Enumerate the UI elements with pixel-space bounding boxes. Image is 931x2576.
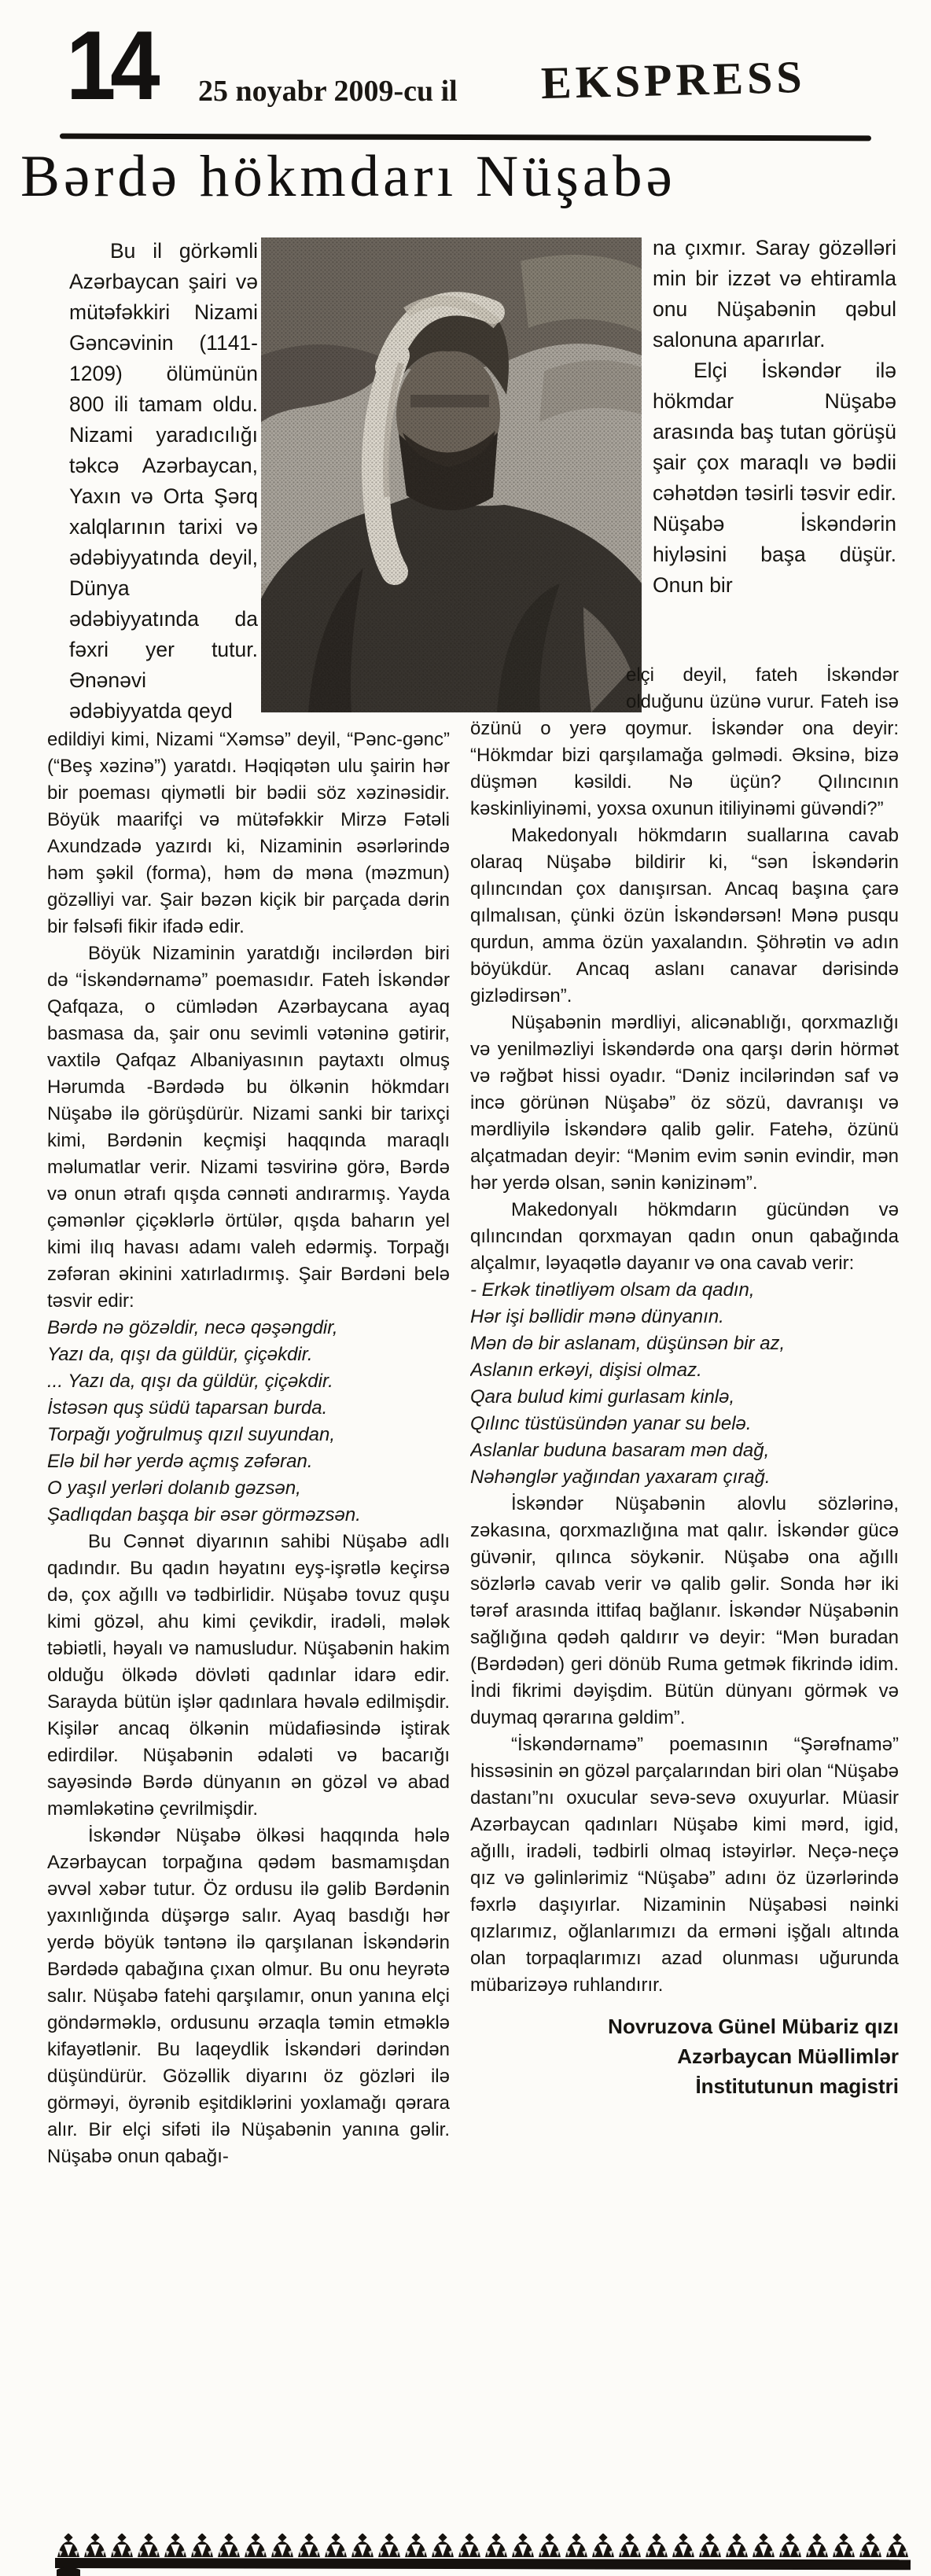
article-paragraph: Makedonyalı hökmdarın suallarına cavab olaraq Nüşabə bildirir ki, “sən İskəndərin qılıncından çox danışırsan. Ancaq başına çarə qılmalısan, çünki özün İskəndərsən! Mənə pusqu qurdun, amma özün yaxalandın. Şöhrətin və adın böyükdür. Ancaq aslanı canavar dərisində gizlədirsən”. <box>470 825 899 1006</box>
poem-line: Elə bil hər yerdə açmış zəfəran. <box>47 1451 313 1472</box>
article-paragraph: edildiyi kimi, Nizami “Xəmsə” deyil, “Pənc-gənc” (“Beş xəzinə”) yaratdı. Həqiqətən ulu şairin hər bir poeması qiymətli bir bədii söz xəzinəsidir. Böyük maarifçi və mütəfəkkir Mirzə Fətəli Axundzadə yazırdı ki, Nizaminin əsərlərində həm şəkil (forma), həm də məna (məzmun) gözəlliyi var. Şair bəzən kiçik bir parçada dərin bir fəlsəfi fikir ifadə edir. <box>47 729 450 937</box>
poem-line: Şadlıqdan başqa bir əsər görməzsən. <box>47 1504 361 1525</box>
poem-line: - Erkək tinətliyəm olsam da qadın, <box>470 1279 755 1301</box>
article-paragraph: Makedonyalı hökmdarın gücündən və qılıncından qorxmayan qadın onun qabağında alçalmır, ləyaqətlə dayanır və ona cavab verir: <box>470 1199 899 1274</box>
byline-line: Azərbaycan Müəllimlər <box>677 2044 899 2068</box>
poem-line: ... Yazı da, qışı da güldür, çiçəkdir. <box>47 1371 333 1392</box>
tulip-frieze-ornament-icon <box>55 2534 911 2576</box>
byline-line: İnstitutunun magistri <box>695 2074 899 2098</box>
photo-corner-spacer <box>470 662 626 690</box>
bottom-ornament-border <box>55 2534 911 2576</box>
article-headline: Bərdə hökmdarı Nüşabə <box>20 144 676 209</box>
byline-line: Novruzova Günel Mübariz qızı <box>608 2015 899 2038</box>
article-paragraph: Nüşabənin mərdliyi, alicənablığı, qorxmazlığı və yenilməzliyi İskəndərdə ona qarşı dərin hörmət və rəğbət hissi oyadır. “Dəniz incilərindən saf və incə görünən Nüşabə” öz sözü, davranışı və mərdliyilə İskəndərə qalib gəlir. Fatehə, özünü alçatmadan deyir: “Mənim evim sənin evindir, mən hər yerdə olsan, sənin kənizinəm”. <box>470 1012 899 1194</box>
poem-line: Aslanın erkəyi, dişisi olmaz. <box>470 1360 702 1381</box>
poem-line: İstəsən quş südü taparsan burda. <box>47 1397 328 1419</box>
poem-line: Nəhənglər yağından yaxaram çırağ. <box>470 1466 771 1488</box>
article-paragraph: İskəndər Nüşabə ölkəsi haqqında hələ Azərbaycan torpağına qədəm basmamışdan əvvəl xəbər tutur. Öz ordusu ilə gəlib Bərdənin yaxınlığında düşərgə salır. Ayaq basdığı hər yerdə böyük təntənə ilə qarşılanan İskəndərin Bərdədə qabağına çıxan olmur. Bu onu heyrətə salır. Nüşabə fatehi qarşılamır, onun yanına elçi göndərməklə, ordusunu ərzaqla təmin etməklə kifayətlənir. Bu laqeydlik İskəndəri dərindən düşündürür. Gözəllik diyarını öz gözləri ilə görməyi, öyrənib eşitdiklərini yoxlamağı qərara alır. Bir elçi sifəti ilə Nüşabənin yanına gəlir. Nüşabə onun qabağı- <box>47 1825 450 2167</box>
masthead-title: EKSPRESS <box>540 50 807 109</box>
article-paragraph: Bu il görkəmli Azərbaycan şairi və mütəfəkkiri Nizami Gəncəvinin (1141-1209) ölümünün 800 ili tamam oldu. Nizami yaradıcılığı təkcə Azərbaycan, Yaxın və Orta Şərq xalqlarının tarixi və ədəbiyyatında deyil, Dünya ədəbiyyatında da fəxri yer tutur. Ənənəvi ədəbiyyatda qeyd <box>69 239 258 723</box>
right-column-text <box>470 662 899 1999</box>
nushaba-photo <box>261 237 642 712</box>
article-paragraph: na çıxmır. Saray gözəlləri min bir izzət və ehtiramla onu Nüşabənin qəbul salonuna aparırlar. <box>653 236 896 351</box>
article-paragraph: Bu Cənnət diyarının sahibi Nüşabə adlı qadındır. Bu qadın həyatını eyş-işrətlə keçirsə də, çox ağıllı və tədbirlidir. Nüşabə tovuz quşu kimi gözəl, ahu kimi çevikdir, iradəli, mələk təbiətli, həyalı və namusludur. Nüşabənin hakim olduğu ölkədə dövləti qadınlar idarə edir. Sarayda bütün işlər qadınlara həvalə edilmişdir. Kişilər ancaq ölkənin müdafiəsində iştirak edirdilər. Nüşabənin ədaləti və bacarığı sayəsində Bərdə dünyanın ən gözəl və abad məmləkətinə çevrilmişdir. <box>47 1531 450 1820</box>
article-paragraph: Böyük Nizaminin yaratdığı incilərdən biri də “İskəndərnamə” poemasıdır. Fateh İskəndər Qafqaza, o cümlədən Azərbaycana ayaq basmasa da, şair onu sevimli vətəninə gətirir, vaxtilə Qafqaz Albaniyasının paytaxtı olmuş Hərumda -Bərdədə bu ölkənin hökmdarı Nüşabə ilə görüşdürür. Nizami sanki bir tarixçi kimi, Bərdənin keçmişi haqqında maraqlı məlumatlar verir. Nizami təsvirinə görə, Bərdə və onun ətrafı qışda cənnəti andırarmış. Yayda çəmənlər çiçəklərlə örtülər, qışda baharın yel kimi ilıq havası adamı valeh edərmiş. Torpağı zəfəran əkinini xatırladırmış. Şair Bərdəni belə təsvir edir: <box>47 943 450 1312</box>
article-paragraph: elçi deyil, fateh İskəndər olduğunu üzünə vurur. Fateh isə özünü o yerə qoymur. İskəndər ona deyir: “Hökmdar bizi qarşılamağa gəlmədi. Əksinə, bizə düşmən kəsildi. Nə üçün? Qılıncının kəskinliyinəmi, yoxsa oxunun itiliyinəmi güvəndi?” <box>470 664 899 819</box>
byline <box>470 2011 899 2101</box>
header-divider <box>60 134 871 142</box>
poem-line: Mən də bir aslanam, düşünsən bir az, <box>470 1333 786 1354</box>
right-column <box>470 662 899 2530</box>
poem-line: Bərdə nə gözəldir, necə qəşəngdir, <box>47 1317 338 1338</box>
article-paragraph: Elçi İskəndər ilə hökmdar Nüşabə arasında baş tutan görüşü şair çox maraqlı və bədii cəhətdən təsirli təsvir edir. Nüşabə İskəndərin hiyləsini başa düşür. Onun bir <box>653 359 896 597</box>
poem-line: Qılınc tüstüsündən yanar su belə. <box>470 1413 752 1434</box>
page-number: 14 <box>66 12 155 120</box>
poem-line: Qara bulud kimi gurlasam kinlə, <box>470 1386 735 1408</box>
poem-line: Aslanlar buduna basaram mən dağ, <box>470 1440 770 1461</box>
intro-right-column <box>653 233 896 725</box>
left-column <box>47 727 450 2529</box>
poem-line: Torpağı yoğrulmuş qızıl suyundan, <box>47 1424 335 1445</box>
article-paragraph: İskəndər Nüşabənin alovlu sözlərinə, zəkasına, qorxmazlığına mat qalır. İskəndər gücə güvənir, qılınca söykənir. Nüşabə ona ağıllı sözlərlə cavab verir və qalib gəlir. Sonda hər iki tərəf arasında ittifaq bağlanır. İskəndər Nüşabənin sağlığına qədəh qaldırır və deyir: “Mən buradan (Bərdədən) geri dönüb Ruma getmək fikrində idim. İndi fikrimi dəyişdim. Bütün dünyanı görmək və duymaq qərarına gəldim”. <box>470 1493 899 1728</box>
intro-left-column <box>69 236 258 725</box>
issue-date: 25 noyabr 2009-cu il <box>198 75 458 108</box>
article-paragraph: “İskəndərnamə” poemasının “Şərəfnamə” hissəsinin ən gözəl parçalarından biri olan “Nüşabə dastanı”nı oxucular sevə-sevə oxuyurlar. Müasir Azərbaycan qadınları Nüşabə kimi mərd, igid, ağıllı, iradəli, tədbirli olmaq istəyirlər. Neçə-neçə qız və gəlinlərimiz “Nüşabə” adını öz üzərlərində fəxrlə daşıyırlar. Nizaminin Nüşabəsi nəinki qızlarımız, oğlanlarımızı da erməni işğalı altında olan torpaqlarımızı azad olunması uğurunda mübarizəyə ruhlandırır. <box>470 1734 899 1996</box>
poem-line: O yaşıl yerləri dolanıb gəzsən, <box>47 1478 301 1499</box>
poem-line: Hər işi bəllidir mənə dünyanın. <box>470 1306 724 1327</box>
poem-line: Yazı da, qışı da güldür, çiçəkdir. <box>47 1344 313 1365</box>
turbaned-ruler-portrait-icon <box>261 237 642 712</box>
